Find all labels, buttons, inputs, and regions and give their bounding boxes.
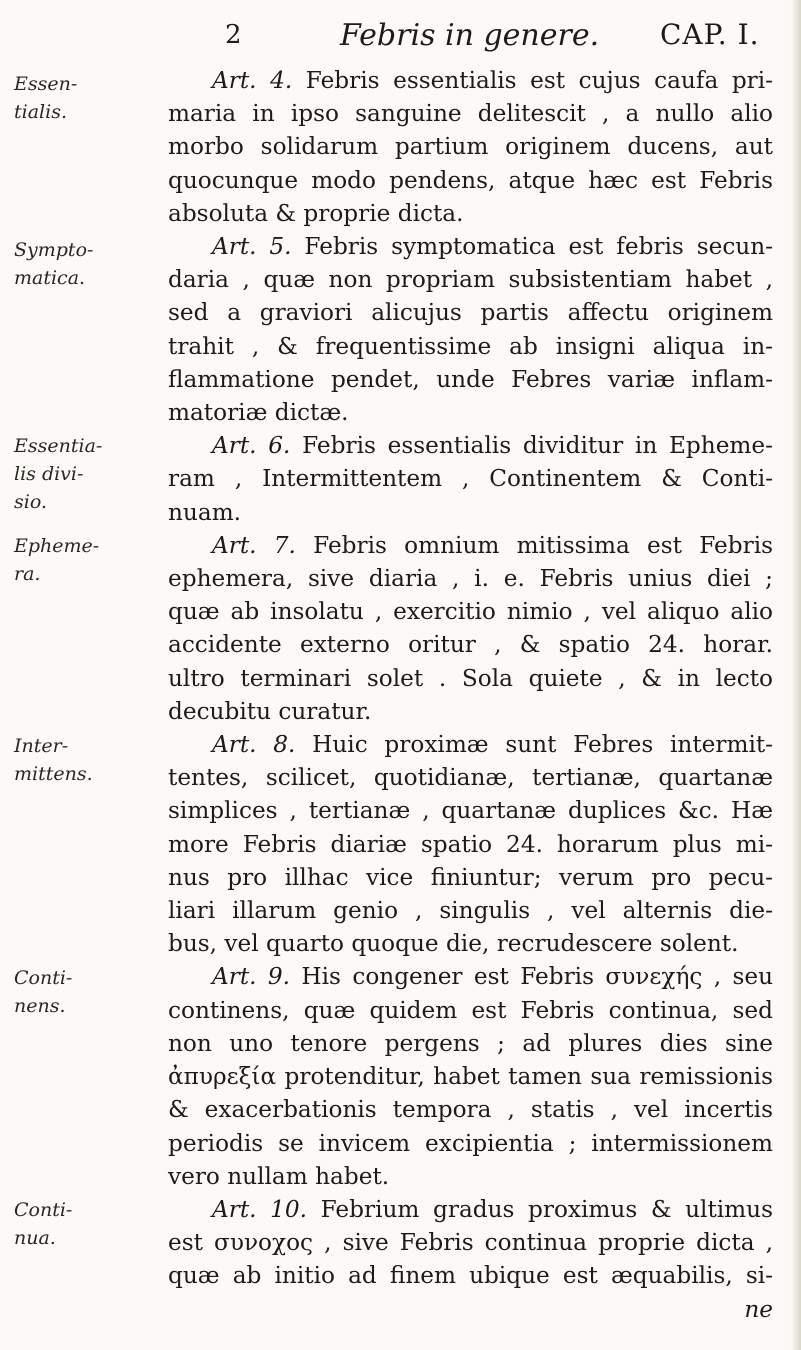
margin-note-ephemera — [14, 532, 154, 588]
article-7 — [168, 529, 773, 728]
text-line: ultro terminari solet . Sola quiete , & in lecto — [168, 664, 773, 692]
line-text: Febris essentialis est cujus caufa pri- — [305, 67, 773, 94]
text-line: sed a graviori alicujus partis affectu originem — [168, 299, 773, 327]
margin-note-line: Conti- — [14, 1199, 73, 1221]
text-line: trahit , & frequentissime ab insigni aliqua in- — [168, 332, 773, 360]
text-line: morbo solidarum partium originem ducens, aut — [168, 133, 773, 161]
chapter-label: CAP. I. — [660, 18, 760, 51]
text-line: matoriæ dictæ. — [168, 399, 349, 427]
article-label: Art. 7. — [212, 531, 296, 559]
running-header — [0, 18, 801, 62]
line-text: His congener est Febris συνεχής , seu — [301, 963, 774, 991]
line-text: Febris omnium mitissima est Febris — [313, 531, 774, 559]
margin-note-line: nua. — [14, 1227, 56, 1249]
article-6 — [168, 429, 773, 529]
page-edge-shadow — [791, 0, 801, 1350]
text-line — [168, 529, 773, 562]
text-line — [168, 230, 773, 263]
line-text: Febrium gradus proximus & ultimus — [320, 1195, 773, 1223]
text-line: more Febris diariæ spatio 24. horarum plus mi- — [168, 830, 773, 858]
text-line: bus, vel quarto quoque die, recrudescere solent. — [168, 930, 739, 958]
article-4 — [168, 64, 773, 230]
article-8 — [168, 728, 773, 960]
text-line: accidente externo oritur , & spatio 24. horar. — [168, 631, 773, 659]
text-line: non uno tenore pergens ; ad plures dies sine — [168, 1029, 773, 1057]
text-line — [168, 960, 773, 993]
text-line: absoluta & proprie dicta. — [168, 199, 464, 227]
margin-note-line: Essen- — [14, 73, 78, 95]
text-line — [168, 1193, 773, 1226]
margin-note-line: sio. — [14, 491, 47, 513]
article-label: Art. 5. — [212, 233, 292, 261]
margin-note-line: lis divi- — [14, 463, 84, 485]
article-5 — [168, 230, 773, 429]
text-line: est συνοχος , sive Febris continua proprie dicta , — [168, 1229, 773, 1257]
margin-note-divisio — [14, 432, 154, 516]
margin-note-essentialis — [14, 70, 154, 126]
text-line — [168, 728, 773, 761]
page-number: 2 — [225, 20, 242, 50]
text-line — [168, 429, 773, 462]
margin-note-intermittens — [14, 732, 154, 788]
text-line: decubitu curatur. — [168, 697, 372, 725]
margin-note-line: Sympto- — [14, 239, 94, 261]
article-label: Art. 10. — [212, 1195, 307, 1223]
article-10 — [168, 1193, 773, 1326]
margin-note-continens — [14, 964, 154, 1020]
margin-note-line: mittens. — [14, 763, 93, 785]
text-line: continens, quæ quidem est Febris continua, sed — [168, 996, 773, 1024]
text-line: flammatione pendet, unde Febres variæ inflam- — [168, 365, 773, 393]
margin-note-symptomatica — [14, 236, 154, 292]
text-line: ephemera, sive diaria , i. e. Febris unius diei ; — [168, 565, 773, 593]
text-line: quæ ab insolatu , exercitio nimio , vel aliquo alio — [168, 598, 773, 626]
text-line: quocunque modo pendens, atque hæc est Febris — [168, 166, 773, 194]
text-line: ram , Intermittentem , Continentem & Conti- — [168, 465, 773, 493]
text-line — [168, 64, 773, 97]
article-label: Art. 9. — [212, 963, 291, 991]
text-line: nuam. — [168, 498, 242, 526]
margin-note-line: Conti- — [14, 967, 73, 989]
line-text: Febris essentialis dividitur in Epheme- — [302, 432, 773, 460]
margin-note-line: matica. — [14, 267, 86, 289]
article-label: Art. 4. — [212, 67, 293, 94]
line-text: Huic proximæ sunt Febres intermit- — [312, 731, 774, 759]
text-line: ἀπυρεξία protenditur, habet tamen sua remissionis — [168, 1063, 773, 1091]
text-line: vero nullam habet. — [168, 1162, 390, 1190]
margin-note-line: Inter- — [14, 735, 69, 757]
margin-note-line: tialis. — [14, 101, 67, 123]
margin-note-line: ra. — [14, 563, 41, 585]
margin-note-line: nens. — [14, 995, 66, 1017]
margin-note-line: Essentia- — [14, 435, 103, 457]
running-title: Febris in genere. — [340, 18, 600, 53]
catchword: ne — [744, 1295, 773, 1323]
article-label: Art. 6. — [212, 432, 291, 460]
text-line: simplices , tertianæ , quartanæ duplices &c. Hæ — [168, 797, 773, 825]
text-line: liari illarum genio , singulis , vel alternis die- — [168, 897, 773, 925]
text-line: nus pro illhac vice finiuntur; verum pro pecu- — [168, 863, 773, 891]
article-label: Art. 8. — [212, 731, 296, 759]
text-line: tentes, scilicet, quotidianæ, tertianæ, quartanæ — [168, 764, 773, 792]
line-text: Febris symptomatica est febris secun- — [304, 233, 774, 261]
margin-note-continua — [14, 1196, 154, 1252]
margin-note-line: Epheme- — [14, 535, 100, 557]
article-9 — [168, 960, 773, 1192]
text-line: periodis se invicem excipientia ; intermissionem — [168, 1129, 773, 1157]
text-line: & exacerbationis tempora , statis , vel incertis — [168, 1096, 773, 1124]
body-text — [168, 64, 773, 1326]
text-line: maria in ipso sanguine delitescit , a nullo alio — [168, 100, 773, 128]
text-line: daria , quæ non propriam subsistentiam habet , — [168, 266, 773, 294]
text-line: quæ ab initio ad finem ubique est æquabilis, si- — [168, 1262, 773, 1290]
